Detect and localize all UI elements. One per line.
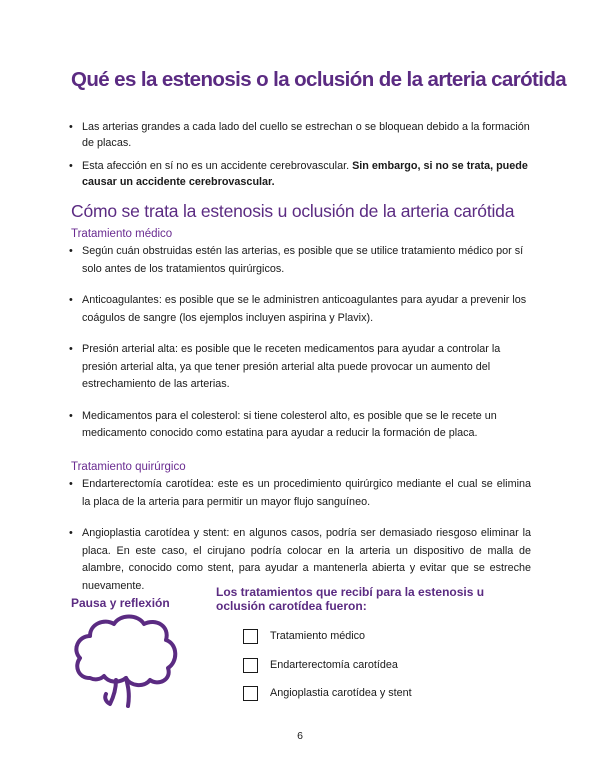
intro-bullet-list bbox=[69, 119, 531, 197]
list-item: • Anticoagulantes: es posible que se le administren anticoagulantes para ayudar a prevenir los coágulos de sangre (los ejemplos incluyen aspirina y Plavix). bbox=[69, 292, 531, 327]
page-title: Qué es la estenosis o la oclusión de la arteria carótida bbox=[71, 68, 567, 91]
option-medical[interactable]: Tratamiento médico bbox=[243, 627, 365, 645]
brain-icon bbox=[70, 612, 182, 712]
list-item: • Medicamentos para el colesterol: si tiene colesterol alto, es posible que se le recete un medicamento conocido como estatina para ayudar a reducir la formación de placa. bbox=[69, 408, 531, 443]
medical-treatment-label: Tratamiento médico bbox=[71, 228, 173, 240]
list-item: • Presión arterial alta: es posible que le receten medicamentos para ayudar a controlar la presión arterial alta, ya que tener presión arterial alta puede provocar un aumento del estrechamiento de las arterias. bbox=[69, 341, 531, 394]
checkbox[interactable] bbox=[243, 658, 258, 673]
list-item: • Angioplastia carotídea y stent: en algunos casos, podría ser demasiado riesgoso eliminar la placa. En este caso, el cirujano podría colocar en la arteria un dispositivo de malla de alambre, conocido como stent, para ayudar a mantenerla abierta y evitar que se estreche nuevamente. bbox=[69, 525, 531, 595]
checkbox[interactable] bbox=[243, 629, 258, 644]
medical-bullet-list bbox=[69, 243, 531, 457]
option-endarterectomy[interactable]: Endarterectomía carotídea bbox=[243, 656, 398, 674]
list-item: • Endarterectomía carotídea: este es un procedimiento quirúrgico mediante el cual se elimina la placa de la arteria para permitir un mayor flujo sanguíneo. bbox=[69, 476, 531, 511]
list-item: • Según cuán obstruidas estén las arterias, es posible que se utilice tratamiento médico por sí solo antes de los tratamientos quirúrgicos. bbox=[69, 243, 531, 278]
list-item: • Esta afección en sí no es un accidente cerebrovascular. Sin embargo, si no se trata, puede causar un accidente cerebrovascular. bbox=[69, 158, 531, 190]
checkbox[interactable] bbox=[243, 686, 258, 701]
reflection-title: Pausa y reflexión bbox=[71, 596, 170, 610]
list-item: • Las arterias grandes a cada lado del cuello se estrechan o se bloquean debido a la formación de placas. bbox=[69, 119, 531, 151]
warning-text: Sin embargo, si no se trata, puede causar un accidente cerebrovascular. bbox=[82, 160, 528, 188]
surgical-treatment-label: Tratamiento quirúrgico bbox=[71, 461, 186, 473]
section-heading: Cómo se trata la estenosis u oclusión de la arteria carótida bbox=[71, 201, 515, 221]
reflection-question: Los tratamientos que recibí para la estenosis u oclusión carotídea fueron: bbox=[216, 585, 485, 613]
page-number: 6 bbox=[297, 730, 303, 742]
option-angioplasty[interactable]: Angioplastia carotídea y stent bbox=[243, 684, 412, 702]
